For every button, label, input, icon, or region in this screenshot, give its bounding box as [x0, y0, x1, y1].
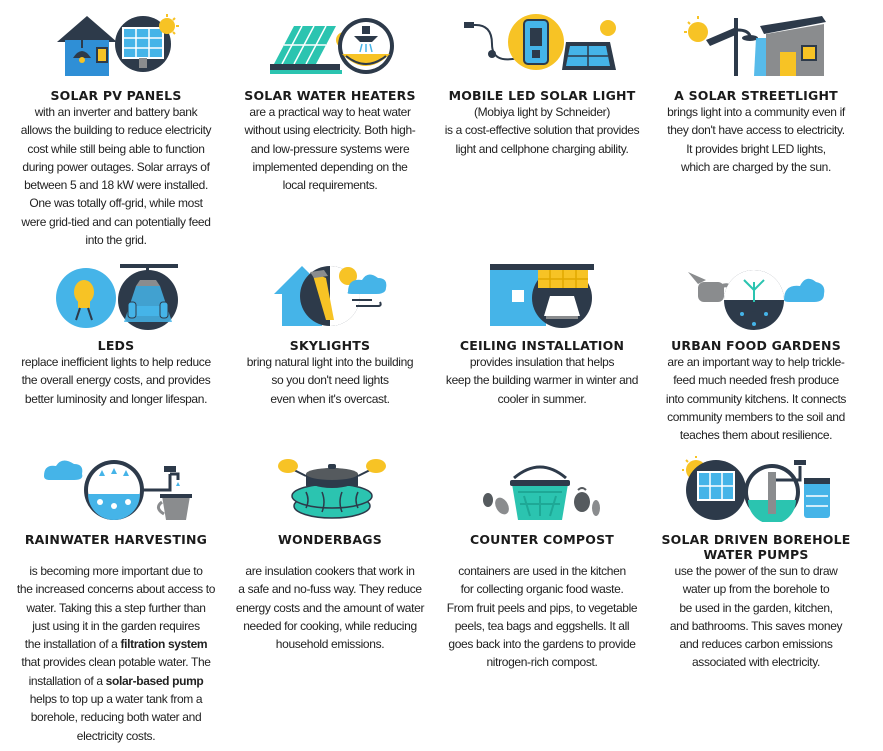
card-body: (Mobiya light by Schneider) is a cost-effective solution that provides light and cellphone charging ability. [444, 105, 640, 156]
rainwater-harvesting-icon [42, 456, 192, 522]
card-solar-driven-borehole-water-pumps [648, 532, 864, 672]
solar-pv-house-icon [53, 14, 181, 78]
card-body: bring natural light into the building so you don't need lights even when it's overcast. [246, 355, 414, 406]
card-counter-compost [434, 532, 650, 672]
card-title-line-1: SOLAR DRIVEN BOREHOLE [661, 532, 851, 547]
solar-borehole-pump-icon [682, 456, 832, 522]
card-title: SOLAR PV PANELS [50, 88, 182, 103]
card-title: CEILING INSTALLATION [459, 338, 625, 353]
card-leds [8, 338, 224, 408]
card-title: URBAN FOOD GARDENS [671, 338, 841, 353]
card-body: with an inverter and battery bank allows the building to reduce electricity cost while still being able to function during power outages. Solar arrays of between 5 and 18 kW were installed. One was totally off-grid, while most were grid-tied and can potentially feed into the grid. [20, 105, 212, 248]
card-body: are insulation cookers that work in a safe and no-fuss way. They reduce energy costs and the amount of water needed for cooking, while reducing household emissions. [235, 564, 425, 652]
card-title: SKYLIGHTS [289, 338, 371, 353]
card-body: are a practical way to heat water without using electricity. Both high- and low-pressure systems were implemented depending on the local requirements. [244, 105, 416, 193]
card-body: provides insulation that helps keep the building warmer in winter and cooler in summer. [445, 355, 639, 406]
card-body: is becoming more important due to the increased concerns about access to water. Taking this a step further than just using it in the garden requires the installation of a filtration system that provides clean potable water. The installation of a solar-based pump helps to top up a water tank from a borehole, reducing both water and electricity costs. [16, 564, 216, 743]
card-body: replace inefficient lights to help reduce the overall energy costs, and provides better luminosity and longer lifespan. [21, 355, 211, 406]
card-body: use the power of the sun to draw water up from the borehole to be used in the garden, kitchen, and bathrooms. This saves money and reduces carbon emissions associated with electricity. [669, 564, 843, 670]
bold-filtration-system: filtration system [120, 637, 208, 652]
card-title: WONDERBAGS [278, 532, 382, 547]
bold-solar-based-pump: solar-based pump [105, 673, 204, 688]
card-urban-food-gardens [648, 338, 864, 444]
card-title: RAINWATER HARVESTING [24, 532, 208, 547]
mobile-led-solar-light-icon [462, 14, 622, 76]
card-wonderbags [222, 532, 438, 653]
card-title: SOLAR WATER HEATERS [244, 88, 416, 103]
card-body: are an important way to help trickle- feed much needed fresh produce into community kitchens. It connects community members to the soil and teaches them about resilience. [665, 355, 847, 443]
card-body: containers are used in the kitchen for collecting organic food waste. From fruit peels and pips, to vegetable peels, tea bags and eggshells. It all goes back into the gardens to provide nitrogen-rich compost. [446, 564, 638, 670]
card-a-solar-streetlight [648, 88, 864, 176]
card-skylights [222, 338, 438, 408]
card-title: A SOLAR STREETLIGHT [674, 88, 838, 103]
card-title: LEDS [97, 338, 135, 353]
led-bulb-lamp-icon [56, 262, 178, 330]
solar-streetlight-icon [684, 12, 830, 78]
urban-garden-icon [686, 262, 826, 330]
card-body: brings light into a community even if they don't have access to electricity. It provides bright LED lights, which are charged by the sun. [667, 105, 845, 174]
card-ceiling-installation [434, 338, 650, 408]
skylight-house-icon [272, 262, 390, 330]
card-rainwater-harvesting [8, 532, 224, 745]
ceiling-insulation-icon [488, 262, 598, 330]
card-title: MOBILE LED SOLAR LIGHT [448, 88, 636, 103]
card-solar-water-heaters [222, 88, 438, 194]
card-title: COUNTER COMPOST [469, 532, 614, 547]
wonderbag-cooker-icon [276, 456, 386, 522]
card-solar-pv-panels [8, 88, 224, 249]
compost-bin-icon [478, 456, 608, 522]
card-title-line-2: WATER PUMPS [703, 547, 809, 562]
card-mobile-led-solar-light [434, 88, 650, 158]
solar-water-heater-icon [268, 14, 396, 80]
